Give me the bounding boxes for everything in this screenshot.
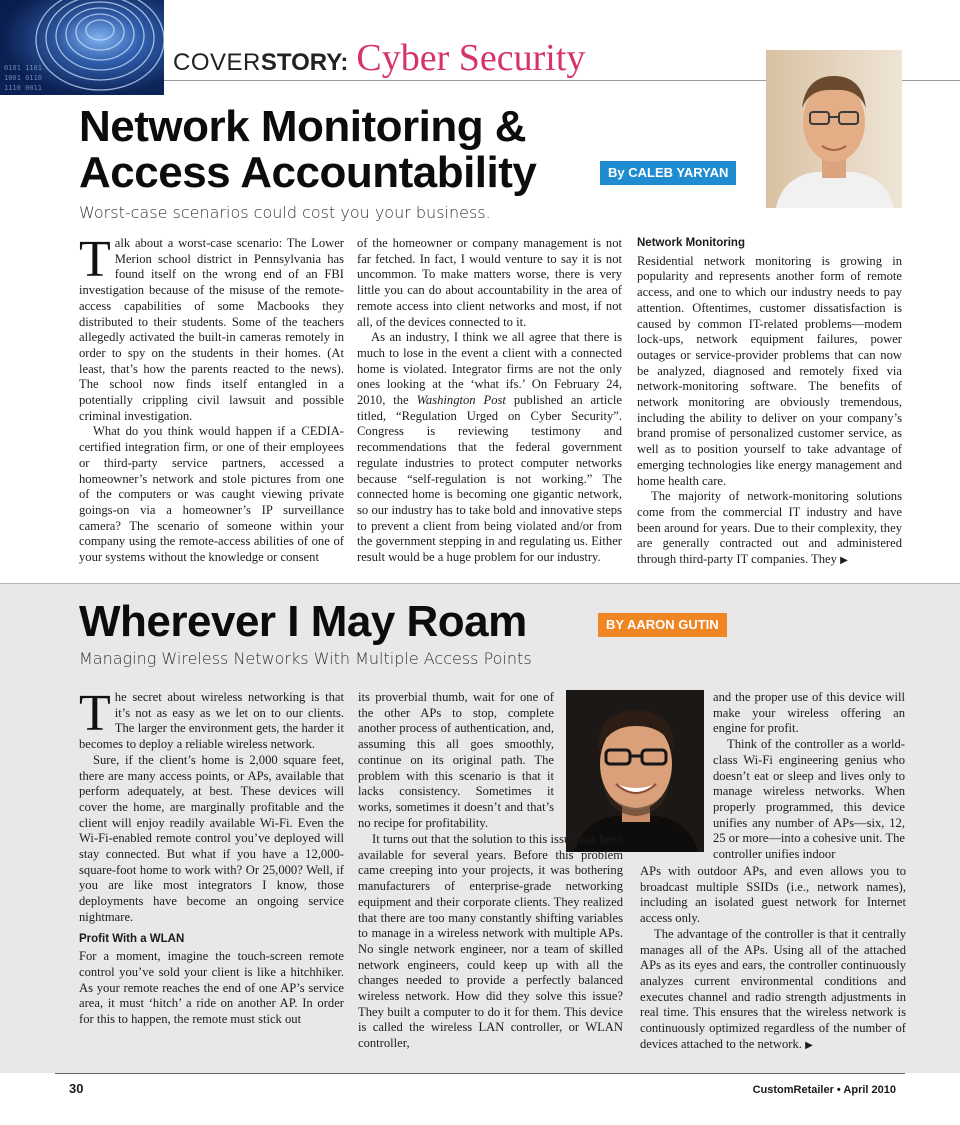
magazine-name: CustomRetailer • April 2010 xyxy=(752,1084,896,1096)
article2-paragraph: APs with outdoor APs, and even allows you to broadcast multiple SSIDs (i.e., network names), including an isolated guest network for Internet access only. xyxy=(640,864,906,926)
article1-headline-line1: Network Monitoring & xyxy=(79,102,527,151)
publication-name: Washington Post xyxy=(416,393,506,408)
cover-story-label xyxy=(173,36,585,80)
fingerprint-header-image xyxy=(0,0,164,95)
svg-text:1001 0110: 1001 0110 xyxy=(4,74,42,82)
article2-column-1 xyxy=(79,685,344,1028)
article2-paragraph: For a moment, imagine the touch-screen remote control you’ve sold your client is like a hitchhiker. As your remote reaches the end of one AP’s service area, it must ‘hitch’ a ride on another AP. In order for this to happen, the remote must stick out xyxy=(79,949,344,1027)
footer-rule xyxy=(55,1073,905,1074)
article1-byline: By CALEB YARYAN xyxy=(600,161,736,185)
article2-deck: Managing Wireless Networks With Multiple Access Points xyxy=(79,649,532,668)
continue-arrow-icon: ▶ xyxy=(840,555,848,567)
paragraph-text: alk about a worst-case scenario: The Lower Merion school district in Pennsylvania has found itself on the wrong end of an FBI investigation because of the misuse of the remote-access capabilities of some Macbooks they distributed to their students. Some of the teachers allegedly activated the built-in cameras remotely in order to spy on the students in their homes. (At least, that’s how the parents reacted to the news). The school now finds itself entangled in a potentially crippling civil lawsuit and possible criminal investigation. xyxy=(79,236,344,423)
cover-prefix: COVER xyxy=(173,49,261,76)
article2-paragraph: Sure, if the client’s home is 2,000 square feet, there are many access points, or APs, available that perform adequately, at best. These devices will cover the home, are marginally profitable and the client will enjoy readily available Wi-Fi. Even the Wi-Fi-enabled remote control you’ve deployed will stay connected. But what if you have a 12,000-square-foot home to work with? Or 25,000? Well, if you are like most integrators I know, those deployments have become an ongoing service nightmare. xyxy=(79,752,344,924)
article1-paragraph xyxy=(79,231,344,424)
page-number: 30 xyxy=(69,1081,84,1096)
article1-column-2 xyxy=(357,236,622,566)
cover-topic: Cyber Security xyxy=(356,37,586,79)
paragraph-text: The advantage of the controller is that it centrally manages all of the APs. Using all of the attached APs as its eyes and ears, the controller continuously analyzes current environmental conditions and executes channel and radio strength adjustments in real time. This ensures that the wireless network is continuously optimized regardless of the number of devices attached to the network. xyxy=(640,926,906,1051)
article2-paragraph: its proverbial thumb, wait for one of the other APs to stop, complete another process of authentication, and, assuming this all goes smoothly, continue on its original path. The problem with this scenario is that it lacks consistency. Sometimes it works, sometimes it doesn’t and that’s no recipe for profitability. xyxy=(358,690,554,830)
article2-column-2b xyxy=(358,832,623,1052)
article1-paragraph: What do you think would happen if a CEDIA-certified integration firm, or one of their employees or third-party service partners, accessed a homeowner’s network and stole pictures from one of the computers or was caught viewing private goings-on via a homeowner’s IP surveillance camera? The scenario of someone within your company using the remote-access abilities of one of your systems without the knowledge or consent xyxy=(79,424,344,565)
article2-paragraph xyxy=(79,685,344,753)
article2-paragraph: It turns out that the solution to this issue has been available for several years. Before this problem came creeping into your projects, it was bothering manufacturers of enterprise-grade networking equipment and their corporate clients. They realized that there are too many constantly shifting variables to manage in a wireless network with multiple APs. No single network engineer, nor a team of skilled network engineers, could keep up with all the changes needed to provide a perfectly balanced wireless network. How did they solve this issue? They built a computer to do it for them. This device is called the wireless LAN controller, or WLAN controller, xyxy=(358,832,623,1051)
paragraph-text: The majority of network-monitoring solutions come from the commercial IT industry and have been around for years. Due to their complexity, they are generally contracted out and administered through third-party IT companies. They xyxy=(637,489,902,567)
drop-cap: T xyxy=(79,231,111,288)
section-subhead: Network Monitoring xyxy=(637,237,745,249)
author-photo-aaron xyxy=(566,690,704,852)
svg-text:1110 0011: 1110 0011 xyxy=(4,84,42,92)
article1-paragraph: Residential network monitoring is growing in popularity and represents another form of remote access, and one to which our industry needs to pay attention. Oftentimes, customer dissatisfaction is caused by common IT-related problems—modem lock-ups, network equipment failures, power outages or service-provider problems that can now be analyzed, diagnosed and remotely fixed via network-monitoring software. The benefits of network monitoring are obviously tremendous, including the ability to deliver on your company’s brand promise of personalized customer service, as well as to position yourself to take advantage of emerging technologies like energy management and home health care. xyxy=(637,253,902,488)
author-photo-caleb xyxy=(766,50,902,208)
article2-paragraph xyxy=(640,927,906,1054)
article1-paragraph: of the homeowner or company management is not far fetched. In fact, I would venture to say it is not uncommon. To make matters worse, there is very little you can do about accountability in the area of remote access into client networks and most, if not all, of the devices connected to it. xyxy=(357,236,622,329)
paragraph-text: As an industry, I think we all agree that there is much to lose in the event a client with a connected home is violated. Integrator firms are not the only ones looking at the ‘what ifs.’ On February 24, 2010, the xyxy=(357,330,622,408)
article1-headline xyxy=(79,104,639,196)
section-subhead: Profit With a WLAN xyxy=(79,932,185,945)
article2-paragraph: and the proper use of this device will make your wireless offering an engine for profit. xyxy=(713,690,905,736)
article1-column-3 xyxy=(637,236,902,569)
article1-headline-line2: Access Accountability xyxy=(79,148,537,197)
article1-paragraph xyxy=(637,489,902,569)
continue-arrow-icon: ▶ xyxy=(805,1039,813,1051)
article2-column-3a xyxy=(713,690,905,863)
article1-column-1 xyxy=(79,231,344,566)
paragraph-text: published an article titled, “Regulation Urged on Cyber Security”. Congress is reviewing testimony and recommendations that the federal government regulate industries to protect computer networks because “self-regulation is not working.” The connected home is becoming one gigantic network, so our industry has to take bold and innovative steps to prevent a client from being violated and/or from the government stepping in and regulating us. Either result would be a huge problem for our industry. xyxy=(357,393,622,565)
article2-headline: Wherever I May Roam xyxy=(79,597,527,646)
drop-cap: T xyxy=(79,685,111,742)
paragraph-text: he secret about wireless networking is that it’s not as easy as we let on to our clients. The larger the environment gets, the harder it becomes to deploy a reliable wireless network. xyxy=(79,690,344,752)
article1-paragraph xyxy=(357,330,622,566)
cover-story: STORY: xyxy=(260,49,349,76)
article2-byline: BY AARON GUTIN xyxy=(598,613,727,637)
article2-top-rule xyxy=(0,583,960,584)
svg-text:0101 1101: 0101 1101 xyxy=(4,64,42,72)
article1-deck: Worst-case scenarios could cost you your business. xyxy=(79,203,491,222)
article2-column-3b xyxy=(640,864,906,1053)
article2-paragraph: Think of the controller as a world-class Wi-Fi engineering genius who doesn’t eat or sleep and lives only to manage wireless networks. When properly programmed, this device unifies any number of APs—six, 12, 25 or more—into a cohesive unit. The controller unifies indoor xyxy=(713,737,905,862)
article2-column-2a xyxy=(358,690,554,831)
